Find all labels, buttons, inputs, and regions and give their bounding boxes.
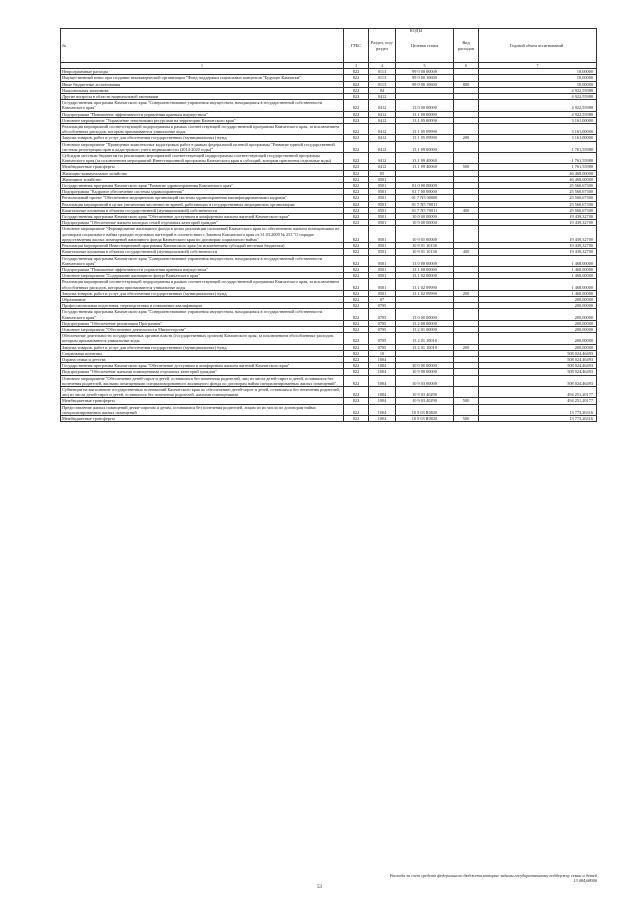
cell-name: Закупка товаров, работ и услуг для обеспечения государственных (муниципальных) нужд (61, 344, 344, 350)
cell-grbs: 822 (344, 350, 369, 356)
cell-target: 99 0 00 10600 (396, 81, 454, 87)
cell-grbs: 822 (344, 111, 369, 117)
cell-grbs: 822 (344, 309, 369, 320)
cell-type: 400 (454, 207, 479, 213)
cell-sec: 0501 (369, 195, 396, 201)
cell-amount: 13 773,26316 (479, 415, 597, 421)
footer-total: 13 084,68000 (573, 878, 597, 883)
cell-amount: 4 922,55988 (479, 87, 597, 93)
cell-sec: 0501 (369, 266, 396, 272)
cell-sec: 04 (369, 87, 396, 93)
cell-type (454, 226, 479, 243)
cell-grbs: 822 (344, 100, 369, 111)
cell-grbs: 822 (344, 303, 369, 309)
table-row (61, 153, 597, 164)
cell-grbs: 822 (344, 81, 369, 87)
cell-name: Межбюджетные трансферты (61, 164, 344, 170)
cell-amount: 4 922,55988 (479, 111, 597, 117)
cell-amount: 10,00000 (479, 81, 597, 87)
cell-grbs: 822 (344, 333, 369, 344)
cell-name: Реализация мероприятий Инвестиционной программы Камчатского края (за исключением субсидий местным бюджетам) (61, 243, 344, 249)
cell-amount: 1 468,00000 (479, 290, 597, 296)
table-row (61, 279, 597, 290)
cell-grbs: 822 (344, 124, 369, 135)
cell-type (454, 375, 479, 386)
cell-target: 01 0 00 00000 (396, 183, 454, 189)
cell-target: 13 0 00 00000 (396, 255, 454, 266)
table-row (61, 124, 597, 135)
cell-target: 13 1 09 40060 (396, 153, 454, 164)
cell-target: 13 1 05 09990 (396, 124, 454, 135)
cell-name: Государственная программа Камчатского края "Развитие здравоохранения Камчатского края" (61, 183, 344, 189)
cell-target: 10 0 00 00000 (396, 214, 454, 220)
cell-name: Капитальные вложения в объекты государственной (муниципальной) собственности (61, 249, 344, 255)
table-row (61, 333, 597, 344)
cell-target: 10 9 01 10130 (396, 243, 454, 249)
cell-grbs: 822 (344, 386, 369, 397)
cell-name: Непрограммные расходы (61, 69, 344, 75)
cell-type (454, 141, 479, 152)
cell-amount: 4 922,55988 (479, 94, 597, 100)
budget-document (60, 28, 597, 422)
table-row (61, 141, 597, 152)
cell-grbs: 822 (344, 363, 369, 369)
table-row (61, 226, 597, 243)
cell-name: Государственная программа Камчатского края "Обеспечение доступным и комфортным жильем жителей Камчатского края" (61, 214, 344, 220)
cell-name: Региональный проект "Обеспечение медицинских организаций системы здравоохранения квалифицированными кадрами" (61, 195, 344, 201)
cell-target: 01 7 N5 70011 (396, 201, 454, 207)
cell-target: 13 1 05 09990 (396, 135, 454, 141)
cell-amount: 508 024,46493 (479, 356, 597, 362)
cell-grbs: 822 (344, 135, 369, 141)
cell-name: Закупка товаров, работ и услуг для обеспечения государственных (муниципальных) нужд (61, 290, 344, 296)
cell-amount: 3 161,00000 (479, 117, 597, 123)
cell-grbs: 822 (344, 195, 369, 201)
cell-target: 01 7 N5 00000 (396, 195, 454, 201)
cell-name: Подпрограмма "Обеспечение жильем молодых семей отдельных категорий граждан" (61, 220, 344, 226)
cell-name: Подпрограмма "Кадровое обеспечение системы здравоохранения" (61, 189, 344, 195)
col-number: 7 (479, 63, 597, 69)
cell-type (454, 333, 479, 344)
cell-target: 10 9 01 00000 (396, 226, 454, 243)
footer-note: Расходы за счет средств федерального бюджета,которые заданы государственному поддержку семьи и детей (389, 873, 597, 878)
cell-sec: 0501 (369, 189, 396, 195)
cell-name: Основное мероприятие "Обеспечение детей-сирот и детей, оставшихся без попечения родителей, лиц из числа детей-сирот и детей, оставшихся без попечения родителей, жилыми помещениями специализированного жилищного фонда по договорам найма специализированных жилых помещений" (61, 375, 344, 386)
cell-name: Подпрограмма "Повышение эффективности управления краевым имуществом" (61, 111, 344, 117)
cell-grbs: 822 (344, 214, 369, 220)
cell-name: Субсидии местным бюджетам на реализацию мероприятий соответствующей подпрограммы соответствующей государственной программы Камчатского края (за исключением мероприятий Инвестиционной программы Камчатского края и субсидий, которым присвоены отдельные коды) (61, 153, 344, 164)
cell-grbs: 822 (344, 201, 369, 207)
cell-sec: 0501 (369, 249, 396, 255)
cell-target: 99 0 00 00000 (396, 69, 454, 75)
cell-amount: 19 439,32700 (479, 243, 597, 249)
cell-sec: 0501 (369, 214, 396, 220)
cell-grbs: 822 (344, 415, 369, 421)
cell-name: Основное мероприятие "Проведение комплексных кадастровых работ в рамках федеральной целевой программы "Развитие единой государственной системы регистрации прав и кадастрового учета недвижимости (2014-2020 годы)" (61, 141, 344, 152)
cell-target: 10 9 00 00000 (396, 220, 454, 226)
budget-table (60, 28, 597, 422)
cell-amount: 200,00000 (479, 296, 597, 302)
cell-amount: 508 024,46493 (479, 350, 597, 356)
cell-target: 13 1 02 00000 (396, 273, 454, 279)
cell-name: Предоставление жилых помещений детям-сиротам и детям, оставшимся без попечения родителей, лицам из их числа по договорам найма специализированных жилых помещений (61, 404, 344, 415)
cell-amount: 19 439,32700 (479, 226, 597, 243)
cell-target: 10 9 03 40290 (396, 386, 454, 397)
cell-grbs: 822 (344, 183, 369, 189)
cell-grbs: 822 (344, 279, 369, 290)
cell-sec: 0501 (369, 279, 396, 290)
cell-grbs: 822 (344, 207, 369, 213)
cell-target: 10 9 00 00000 (396, 369, 454, 375)
cell-sec: 0412 (369, 153, 396, 164)
cell-sec: 0113 (369, 69, 396, 75)
col-number: 1 (61, 63, 344, 69)
cell-grbs: 822 (344, 320, 369, 326)
col-header-section: Раздел, под-раздел (369, 29, 396, 63)
cell-amount: 10,00000 (479, 75, 597, 81)
cell-grbs: 822 (344, 153, 369, 164)
cell-grbs: 822 (344, 249, 369, 255)
cell-grbs: 822 (344, 226, 369, 243)
cell-amount: 200,00000 (479, 344, 597, 350)
cell-type: 500 (454, 164, 479, 170)
cell-name: Подпрограмма "Повышение эффективности управления краевым имуществом" (61, 266, 344, 272)
cell-amount: 19 439,32700 (479, 214, 597, 220)
cell-name: Основное мероприятие "Обеспечение деятельности Министерства" (61, 326, 344, 332)
cell-target: 13 1 00 00000 (396, 266, 454, 272)
cell-grbs: 822 (344, 69, 369, 75)
cell-sec: 1004 (369, 404, 396, 415)
page-number: 53 (317, 885, 322, 890)
cell-name: Обеспечение деятельности государственных органов власти (государственных органов) Камчатского края, за исключением обособленных расходов, которым присваиваются уникальные коды (61, 333, 344, 344)
cell-type (454, 255, 479, 266)
cell-sec: 0705 (369, 303, 396, 309)
cell-amount: 1 468,00000 (479, 255, 597, 266)
cell-target: 13 1 00 00000 (396, 111, 454, 117)
cell-name: Иные бюджетные ассигнования (61, 81, 344, 87)
codes-label: КОДЫ (410, 28, 423, 33)
cell-target: 10 9 03 00000 (396, 375, 454, 386)
cell-type (454, 309, 479, 320)
cell-sec: 0501 (369, 255, 396, 266)
cell-sec: 0113 (369, 75, 396, 81)
cell-sec: 07 (369, 296, 396, 302)
cell-target: 10 9 03 R0820 (396, 404, 454, 415)
cell-target: 01 7 00 00000 (396, 189, 454, 195)
cell-amount: 200,00000 (479, 320, 597, 326)
cell-sec: 0501 (369, 183, 396, 189)
cell-type: 500 (454, 415, 479, 421)
cell-amount: 25 560,67300 (479, 207, 597, 213)
cell-sec: 0705 (369, 326, 396, 332)
cell-amount: 1 468,00000 (479, 273, 597, 279)
cell-amount: 200,00000 (479, 309, 597, 320)
cell-sec: 0412 (369, 111, 396, 117)
cell-grbs: 822 (344, 220, 369, 226)
cell-name: Национальная экономика (61, 87, 344, 93)
cell-grbs: 822 (344, 266, 369, 272)
cell-sec: 0501 (369, 220, 396, 226)
cell-amount: 25 560,67300 (479, 189, 597, 195)
cell-sec: 0705 (369, 333, 396, 344)
cell-grbs: 822 (344, 273, 369, 279)
cell-target: 13 2 01 00000 (396, 326, 454, 332)
footer-note-block (60, 873, 597, 883)
cell-target: 13 0 00 00000 (396, 309, 454, 320)
cell-grbs: 822 (344, 375, 369, 386)
cell-sec: 0705 (369, 309, 396, 320)
cell-type: 400 (454, 249, 479, 255)
cell-name: Государственная программа Камчатского края "Обеспечение доступным и комфортным жильем жителей Камчатского края" (61, 363, 344, 369)
cell-grbs: 822 (344, 170, 369, 176)
cell-target: 13 2 01 10010 (396, 333, 454, 344)
cell-sec: 1004 (369, 375, 396, 386)
col-header-type: Вид расходов (454, 29, 479, 63)
cell-target: 13 1 09 00000 (396, 141, 454, 152)
cell-sec: 1004 (369, 356, 396, 362)
cell-name: Другие вопросы в области национальной экономики (61, 94, 344, 100)
cell-name: Закупка товаров, работ и услуг для обеспечения государственных (муниципальных) нужд (61, 135, 344, 141)
cell-amount: 508 024,46493 (479, 363, 597, 369)
cell-target: 13 0 00 00000 (396, 100, 454, 111)
cell-sec: 0412 (369, 100, 396, 111)
table-row (61, 255, 597, 266)
cell-sec: 0501 (369, 207, 396, 213)
table-row (61, 100, 597, 111)
cell-amount: 1 761,55988 (479, 164, 597, 170)
cell-type (454, 404, 479, 415)
cell-target: 13 2 01 10010 (396, 344, 454, 350)
cell-name: Капитальные вложения в объекты государственной (муниципальной) собственности (61, 207, 344, 213)
cell-grbs: 822 (344, 344, 369, 350)
cell-grbs: 822 (344, 255, 369, 266)
cell-type (454, 153, 479, 164)
cell-amount: 1 761,55988 (479, 153, 597, 164)
cell-sec: 0412 (369, 117, 396, 123)
cell-name: Образование (61, 296, 344, 302)
col-number: 5 (396, 63, 454, 69)
cell-amount: 494 251,20177 (479, 386, 597, 397)
cell-name: Реализация мероприятий в целях увеличения численности врачей, работающих в государственных медицинских организациях (61, 201, 344, 207)
cell-sec: 0501 (369, 201, 396, 207)
cell-sec: 05 (369, 170, 396, 176)
cell-sec: 0412 (369, 164, 396, 170)
cell-sec: 0501 (369, 273, 396, 279)
col-header-grbs: ГРБС (344, 29, 369, 63)
cell-name: Реализация мероприятий соответствующей подпрограммы в рамках соответствующей государственной программы Камчатского края, за исключением обособленных расходов, которым присваиваются уникальные коды (61, 124, 344, 135)
cell-grbs: 822 (344, 164, 369, 170)
cell-sec: 0412 (369, 141, 396, 152)
cell-amount: 10,00000 (479, 69, 597, 75)
cell-grbs: 822 (344, 189, 369, 195)
cell-grbs: 822 (344, 117, 369, 123)
cell-name: Подпрограмма "Обеспечение жилыми помещениями отдельных категорий граждан" (61, 369, 344, 375)
cell-name: Жилищное хозяйство (61, 176, 344, 182)
cell-amount: 494 251,20177 (479, 398, 597, 404)
cell-grbs: 822 (344, 326, 369, 332)
cell-type (454, 124, 479, 135)
cell-amount: 200,00000 (479, 303, 597, 309)
cell-target: 10 9 03 R0820 (396, 415, 454, 421)
cell-target: 13 1 05 00000 (396, 117, 454, 123)
cell-amount: 19 439,32700 (479, 220, 597, 226)
cell-name: Профессиональная подготовка, переподготовка и повышение квалификации (61, 303, 344, 309)
table-row (61, 375, 597, 386)
cell-type: 800 (454, 81, 479, 87)
col-number: 4 (369, 63, 396, 69)
cell-sec: 0501 (369, 290, 396, 296)
cell-name: Охрана семьи и детства (61, 356, 344, 362)
cell-amount: 508 024,46493 (479, 375, 597, 386)
cell-sec: 0113 (369, 81, 396, 87)
cell-name: Основное мероприятие "Формирование жилищного фонда в целях реализации положений Камчатского края по обеспечению жильем помещениями по договорам социального найма граждан отдельных категорий в соответствии с Законом Камчатского края от 31.03.2009 № 253 "О порядке предоставления жилых помещений жилищного фонда Камчатского края по договорам социального найма" (61, 226, 344, 243)
cell-sec: 0501 (369, 226, 396, 243)
cell-type: 200 (454, 290, 479, 296)
cell-name: Субвенции на выполнение государственных полномочий Камчатского края по обеспечению детей-сирот и детей, оставшихся без попечения родителей, лиц из числа детей-сирот и детей, оставшихся без попечения родителей, жилыми помещениями (61, 386, 344, 397)
table-body (61, 69, 597, 422)
cell-grbs: 822 (344, 176, 369, 182)
cell-sec: 1004 (369, 369, 396, 375)
cell-target: 10 9 03 40290 (396, 398, 454, 404)
cell-grbs: 822 (344, 356, 369, 362)
cell-name: Социальная политика (61, 350, 344, 356)
cell-name: Имущественный взнос при создании некоммерческой организации "Фонд поддержки социальных концептов "Будущее Камчатки" (61, 75, 344, 81)
col-header-num: № (61, 29, 344, 63)
cell-amount: 46 468,00000 (479, 170, 597, 176)
cell-grbs: 822 (344, 398, 369, 404)
cell-amount: 13 773,26316 (479, 404, 597, 415)
cell-name: Межбюджетные трансферты (61, 398, 344, 404)
cell-sec: 1004 (369, 386, 396, 397)
table-row (61, 415, 597, 421)
cell-grbs: 822 (344, 94, 369, 100)
cell-sec: 0412 (369, 94, 396, 100)
cell-sec: 1004 (369, 398, 396, 404)
cell-grbs: 822 (344, 243, 369, 249)
cell-sec: 0412 (369, 135, 396, 141)
cell-sec: 10 (369, 350, 396, 356)
cell-sec: 1004 (369, 363, 396, 369)
cell-name: Основное мероприятие "Управление земельными ресурсами на территории Камчатского края" (61, 117, 344, 123)
cell-amount: 508 024,46493 (479, 369, 597, 375)
cell-name: Государственная программа Камчатского края "Совершенствование управления имуществом, находящимся в государственной собственности Камчатского края" (61, 100, 344, 111)
cell-name: Государственная программа Камчатского края "Совершенствование управления имуществом, находящимся в государственной собственности Камчатского края" (61, 309, 344, 320)
cell-amount: 25 560,67300 (479, 201, 597, 207)
cell-target: 01 7 N5 70011 (396, 207, 454, 213)
table-row (61, 404, 597, 415)
col-number: 6 (454, 63, 479, 69)
cell-amount: 19 439,32700 (479, 249, 597, 255)
cell-type (454, 279, 479, 290)
cell-amount: 3 161,00000 (479, 124, 597, 135)
cell-type (454, 386, 479, 397)
col-number: 3 (344, 63, 369, 69)
cell-target: 13 1 02 09990 (396, 279, 454, 290)
cell-target: 99 0 00 10600 (396, 75, 454, 81)
cell-target: 10 9 01 10130 (396, 249, 454, 255)
cell-name: Подпрограмма "Обеспечение реализации Программы" (61, 320, 344, 326)
cell-grbs: 822 (344, 290, 369, 296)
cell-amount: 25 560,67300 (479, 183, 597, 189)
cell-amount: 200,00000 (479, 333, 597, 344)
cell-sec: 0501 (369, 176, 396, 182)
cell-target: 13 2 00 00000 (396, 320, 454, 326)
cell-amount: 4 922,55988 (479, 100, 597, 111)
cell-target: 10 0 00 00000 (396, 363, 454, 369)
cell-sec: 1004 (369, 415, 396, 421)
cell-sec: 0705 (369, 344, 396, 350)
cell-amount: 46 468,00000 (479, 176, 597, 182)
cell-type (454, 100, 479, 111)
cell-name: Основное мероприятие "Содержание жилищного фонда Камчатского края" (61, 273, 344, 279)
cell-amount: 1 761,55988 (479, 141, 597, 152)
cell-amount: 1 468,00000 (479, 266, 597, 272)
cell-name: Жилищно-коммунальное хозяйство (61, 170, 344, 176)
cell-target: 13 1 02 09990 (396, 290, 454, 296)
cell-type: 200 (454, 344, 479, 350)
cell-grbs: 822 (344, 75, 369, 81)
cell-amount: 1 468,00000 (479, 279, 597, 290)
cell-name: Межбюджетные трансферты (61, 415, 344, 421)
col-header-target: Целевая статья (396, 29, 454, 63)
cell-type: 500 (454, 398, 479, 404)
cell-name: Государственная программа Камчатского края "Совершенствование управления имуществом, находящимся в государственной собственности Камчатского края" (61, 255, 344, 266)
cell-grbs: 822 (344, 296, 369, 302)
cell-name: Реализация мероприятий соответствующей подпрограммы в рамках соответствующей государственной программы Камчатского края, за исключением обособленных расходов, которым присваиваются уникальные коды (61, 279, 344, 290)
cell-target: 13 1 09 40060 (396, 164, 454, 170)
cell-grbs: 822 (344, 404, 369, 415)
cell-grbs: 822 (344, 141, 369, 152)
cell-amount: 25 560,67300 (479, 195, 597, 201)
table-row (61, 309, 597, 320)
cell-sec: 0412 (369, 124, 396, 135)
col-header-amount: Годовой объем ассигнований (479, 29, 597, 63)
cell-type: 200 (454, 135, 479, 141)
cell-grbs: 822 (344, 87, 369, 93)
cell-sec: 0501 (369, 243, 396, 249)
table-row (61, 386, 597, 397)
cell-grbs: 822 (344, 369, 369, 375)
cell-amount: 3 161,00000 (479, 135, 597, 141)
cell-sec: 0705 (369, 320, 396, 326)
cell-amount: 200,00000 (479, 326, 597, 332)
